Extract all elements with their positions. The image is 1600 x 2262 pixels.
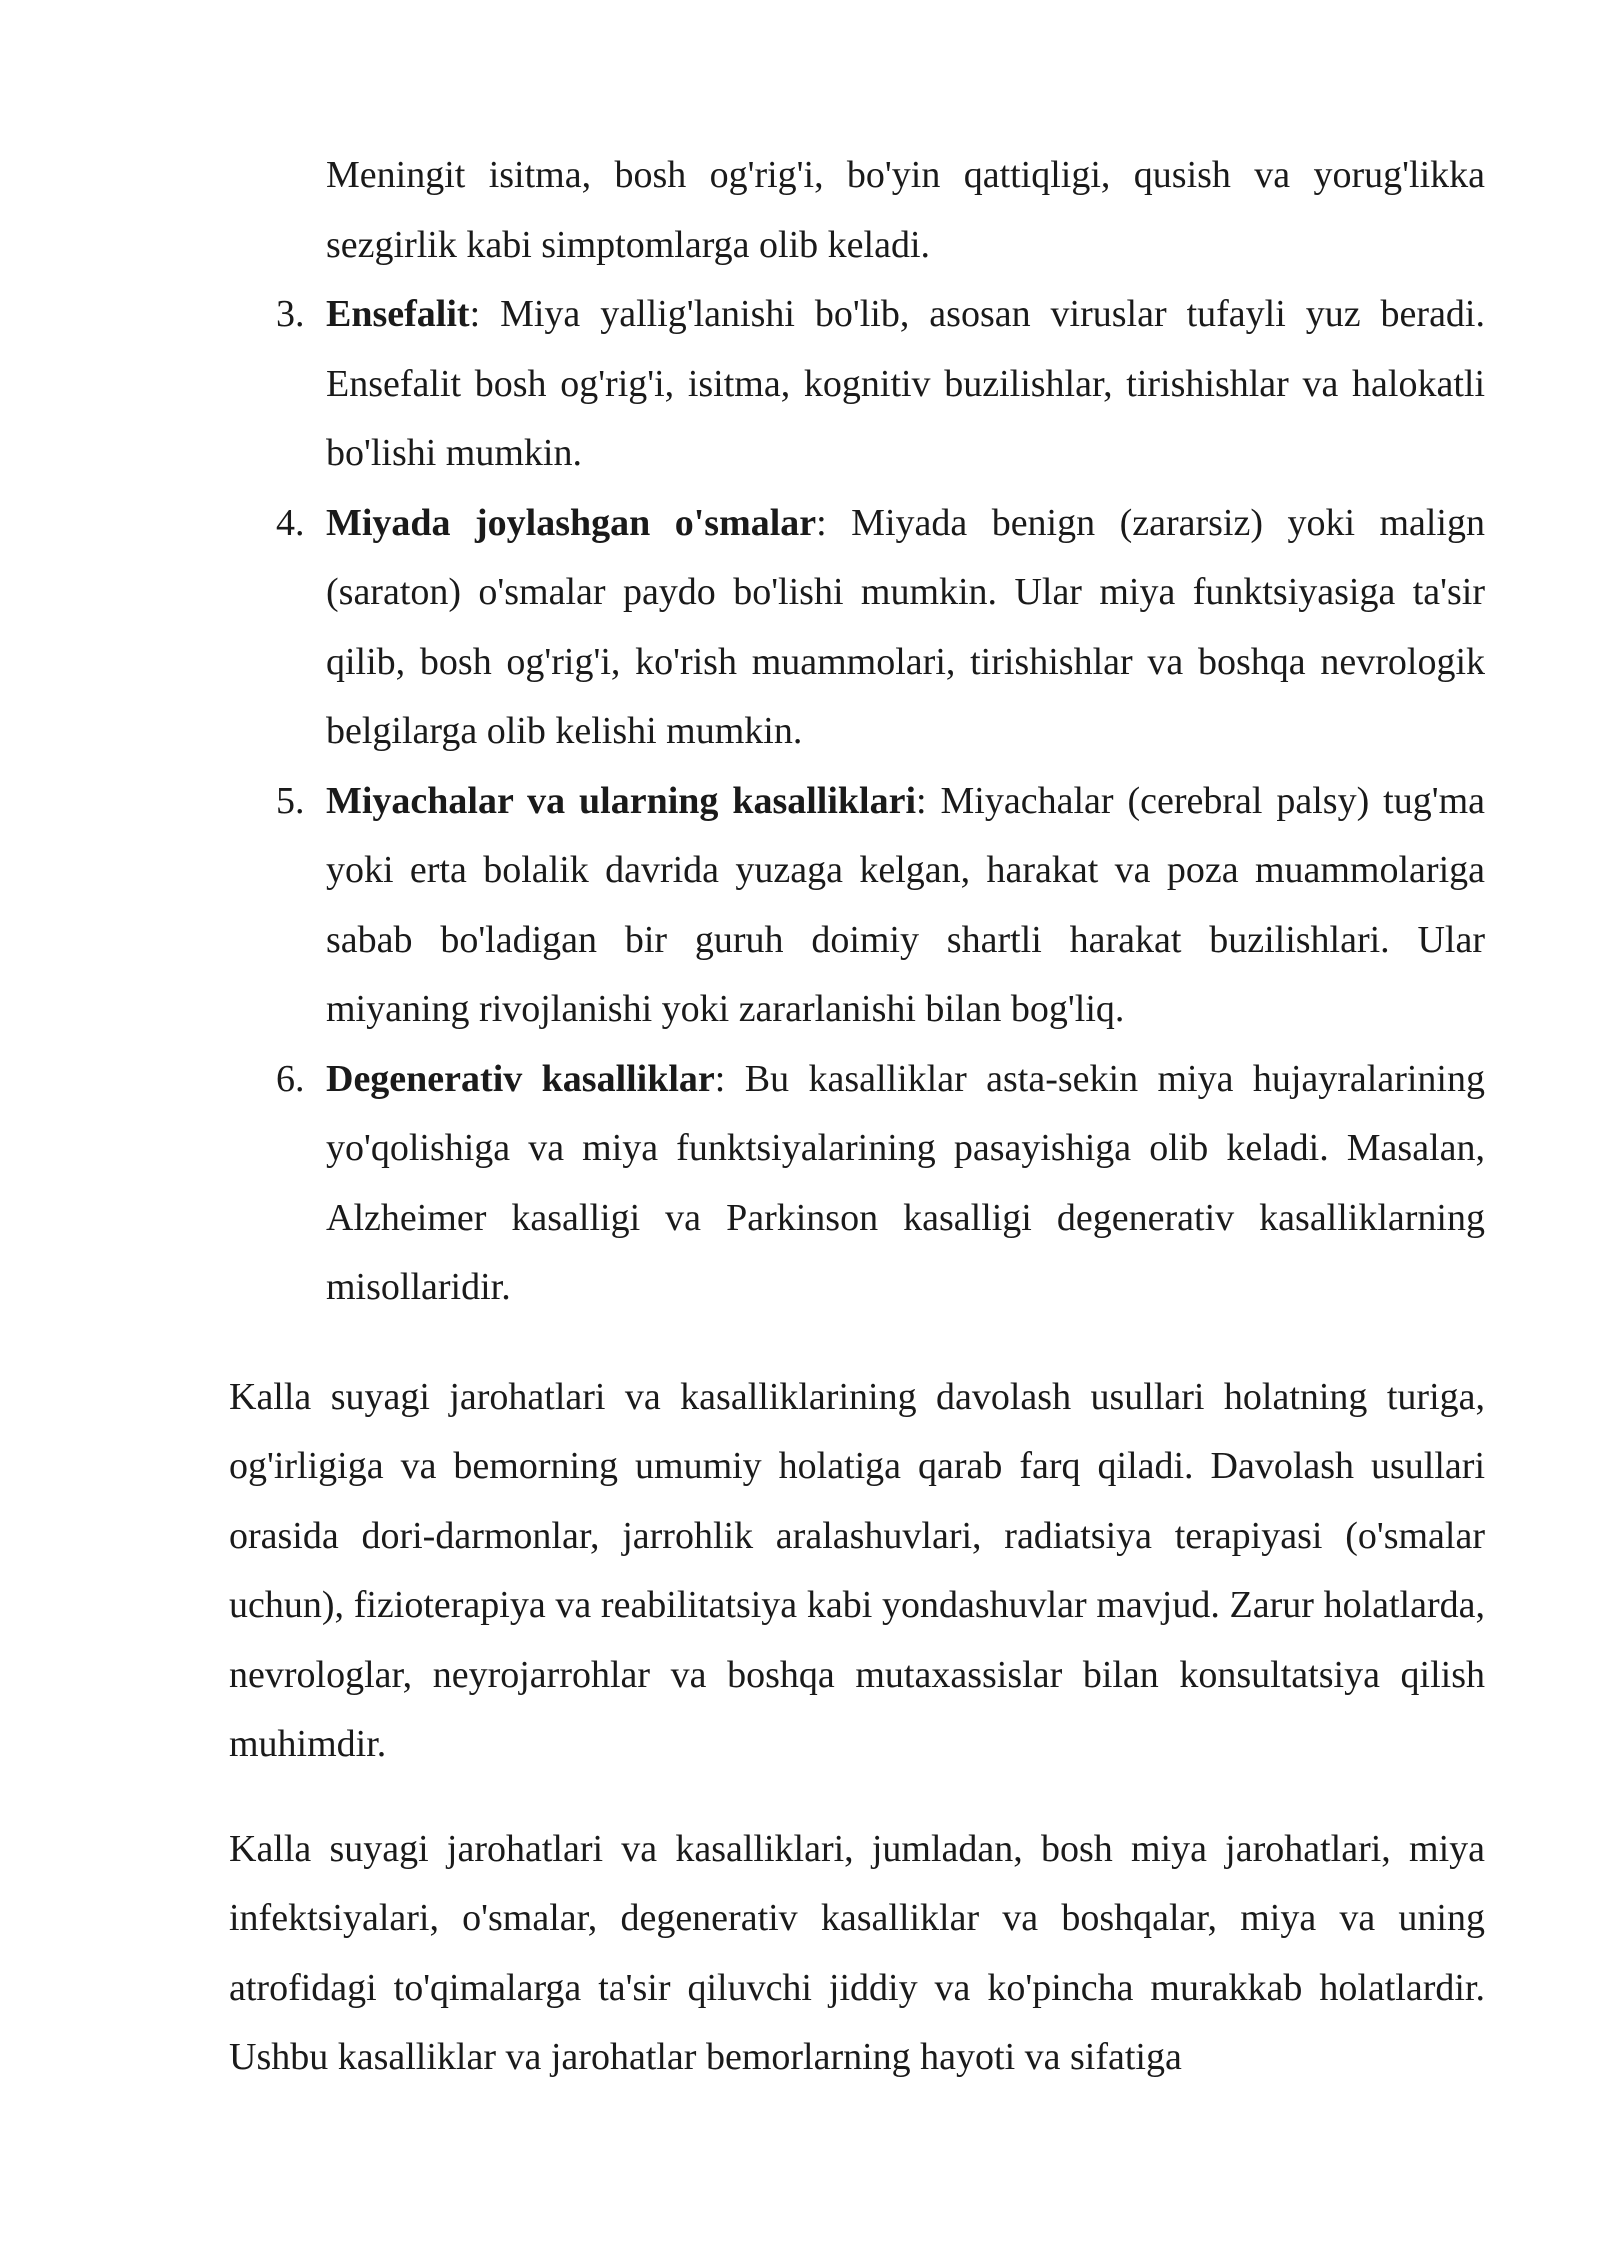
list-item-text: : Miya yallig'lanishi bo'lib, asosan viruslar tufayli yuz beradi. Ensefalit bosh og'rig'i, isitma, kognitiv buzilishlar, tirishishlar va halokatli bo'lishi mumkin.	[326, 293, 1485, 474]
spacer	[229, 1323, 1485, 1363]
list-item-term: Degenerativ kasalliklar	[326, 1057, 715, 1100]
list-item-number: 3.	[276, 293, 305, 335]
list-item-number: 4.	[276, 501, 305, 544]
list-item-text: : Miyada benign (zararsiz) yoki malign (saraton) o'smalar paydo bo'lishi mumkin. Ular miya funktsiyasiga ta'sir qilib, bosh og'rig'i, ko'rish muammolari, tirishishlar va boshqa nevrologik belgilarga olib kelishi mumkin.	[326, 501, 1485, 752]
list-item-text: : Miyachalar (cerebral palsy) tug'ma yoki erta bolalik davrida yuzaga kelgan, harakat va poza muammolariga sabab bo'ladigan bir guruh doimiy shartli harakat buzilishlari. Ular miyaning rivojlanishi yoki zararlanishi bilan bog'liq.	[326, 779, 1485, 1030]
list-item-continuation	[229, 141, 1485, 280]
list-item-number: 5.	[276, 779, 305, 822]
list-item	[229, 767, 1485, 1045]
list-item-text: : Bu kasalliklar asta-sekin miya hujayralarining yo'qolishiga va miya funktsiyalarining pasayishiga olib keladi. Masalan, Alzheimer kasalligi va Parkinson kasalligi degenerativ kasalliklarning misollaridir.	[326, 1057, 1485, 1308]
body-paragraph: Kalla suyagi jarohatlari va kasalliklarining davolash usullari holatning turiga, og'irligiga va bemorning umumiy holatiga qarab farq qiladi. Davolash usullari orasida dori-darmonlar, jarrohlik aralashuvlari, radiatsiya terapiyasi (o'smalar uchun), fizioterapiya va reabilitatsiya kabi yondashuvlar mavjud. Zarur holatlarda, nevrologlar, neyrojarrohlar va boshqa mutaxassislar bilan konsultatsiya qilish muhimdir.	[229, 1375, 1485, 1765]
body-paragraph: Kalla suyagi jarohatlari va kasalliklari, jumladan, bosh miya jarohatlari, miya infektsiyalari, o'smalar, degenerativ kasalliklar va boshqalar, miya va uning atrofidagi to'qimalarga ta'sir qiluvchi jiddiy va ko'pincha murakkab holatlardir. Ushbu kasalliklar va jarohatlar bemorlarning hayoti va sifatiga	[229, 1827, 1485, 2078]
list-item-term: Ensefalit	[326, 293, 470, 335]
list-item-term: Miyada joylashgan o'smalar	[326, 501, 817, 544]
numbered-list	[229, 141, 1485, 1323]
list-item	[229, 280, 1485, 489]
list-item-number: 6.	[276, 1057, 305, 1100]
list-item-term: Miyachalar va ularning kasalliklari	[326, 779, 917, 822]
list-item	[229, 489, 1485, 767]
document-page	[229, 141, 1485, 2093]
list-item	[229, 1045, 1485, 1323]
list-item-text: Meningit isitma, bosh og'rig'i, bo'yin qattiqligi, qusish va yorug'likka sezgirlik kabi simptomlarga olib keladi.	[326, 154, 1485, 266]
